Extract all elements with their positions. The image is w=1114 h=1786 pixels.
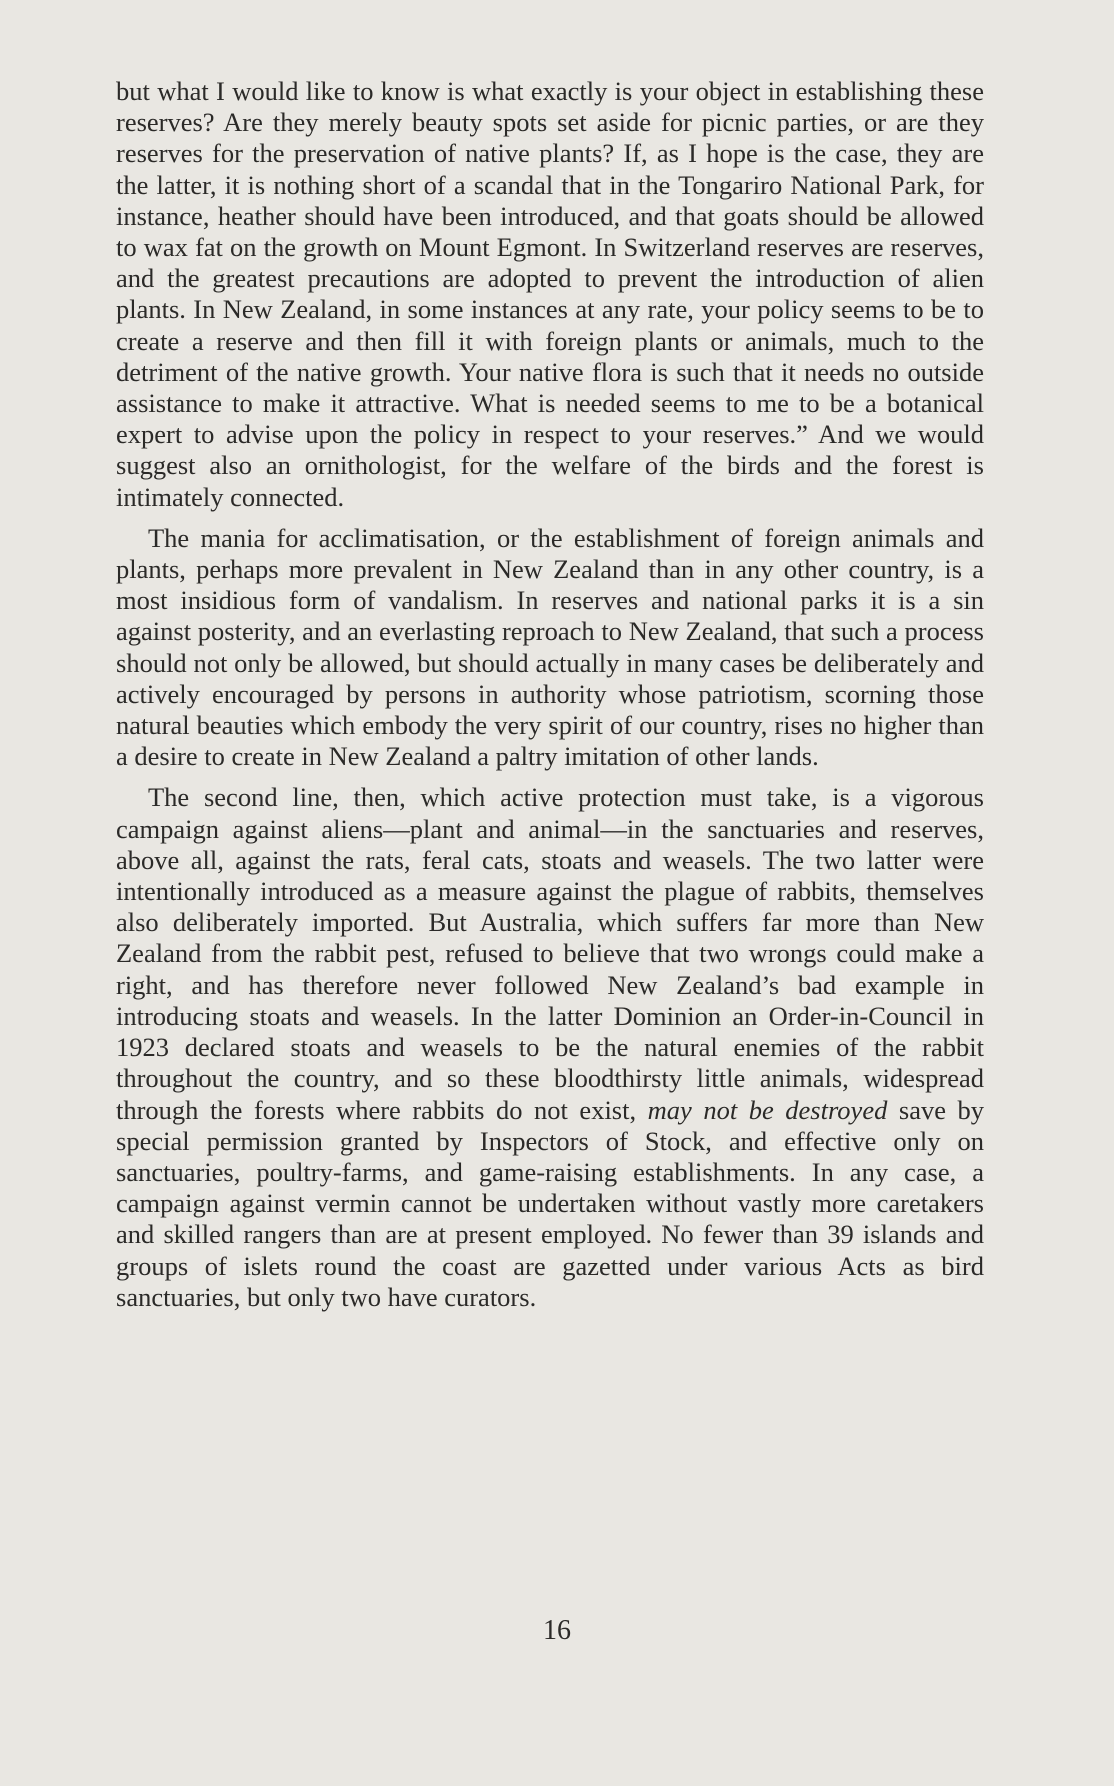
body-text	[116, 76, 984, 1313]
text-run: save by special permission granted by Inspectors of Stock, and effective only on sanctuaries, poultry-farms, and game-raising establishments. In any case, a campaign against vermin cannot be undertaken without vastly more caretakers and skilled rangers than are at present employed. No fewer than 39 islands and groups of islets round the coast are gazetted under various Acts as bird sanctuaries, but only two have curators.	[116, 1094, 985, 1312]
paragraph	[116, 76, 984, 513]
text-run: The mania for acclimatisation, or the establishment of foreign animals and plants, perhaps more prevalent in New Zealand than in any other country, is a most insidious form of vandalism. In reserves and national parks it is a sin against posterity, and an everlasting reproach to New Zealand, that such a process should not only be allowed, but should actually in many cases be deliberately and actively encouraged by persons in authority whose patriotism, scorning those natural beauties which embody the very spirit of our country, rises no higher than a desire to create in New Zealand a paltry imitation of other lands.	[116, 522, 984, 772]
text-run: but what I would like to know is what exactly is your object in establishing these reserves? Are they merely beauty spots set aside for picnic parties, or are they reserves for the preservation of native plants? If, as I hope is the case, they are the latter, it is nothing short of a scandal that in the Tongariro National Park, for instance, heather should have been introduced, and that goats should be allowed to wax fat on the growth on Mount Egmont. In Switzerland reserves are reserves, and the greatest precautions are adopted to prevent the introduction of alien plants. In New Zealand, in some instances at any rate, your policy seems to be to create a reserve and then fill it with foreign plants or animals, much to the detriment of the native growth. Your native flora is such that it needs no outside assistance to make it attractive. What is needed seems to me to be a botanical expert to advise upon the policy in respect to your reserves.” And we would suggest also an ornithologist, for the welfare of the birds and the forest is intimately connected.	[116, 76, 984, 512]
paragraph	[116, 523, 984, 773]
italic-text: may not be destroyed	[647, 1094, 888, 1125]
page-number: 16	[543, 1615, 571, 1646]
text-run: The second line, then, which active protection must take, is a vigorous campaign against aliens—plant and animal—in the sanctuaries and reserves, above all, against the rats, feral cats, stoats and weasels. The two latter were intentionally introduced as a measure against the plague of rabbits, themselves also deliberately imported. But Australia, which suffers far more than New Zealand from the rabbit pest, refused to believe that two wrongs could make a right, and has therefore never followed New Zealand’s bad example in introducing stoats and weasels. In the latter Dominion an Order-in-Council in 1923 declared stoats and weasels to be the natural enemies of the rabbit throughout the country, and so these bloodthirsty little animals, widespread through the forests where rabbits do not exist,	[116, 782, 984, 1125]
paragraph	[116, 782, 984, 1312]
